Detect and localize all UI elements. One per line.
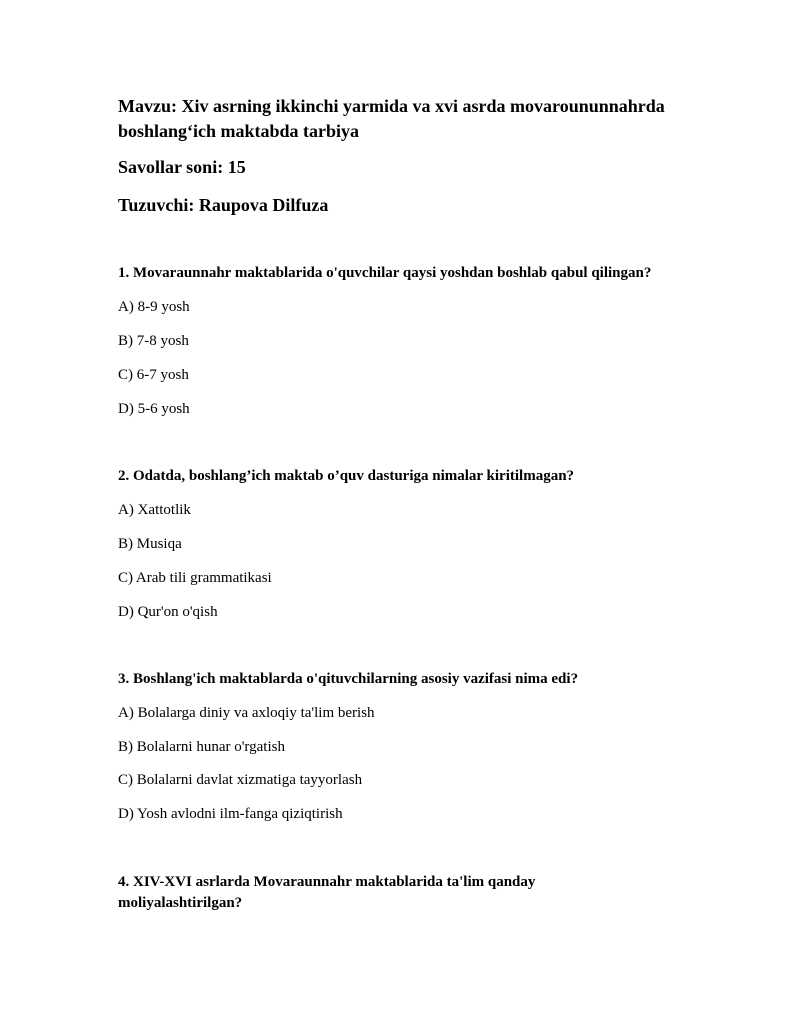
question-3-option-c: C) Bolalarni davlat xizmatiga tayyorlash [118, 772, 363, 788]
author-line: Tuzuvchi: Raupova Dilfuza [118, 195, 329, 215]
question-1-option-b: B) 7-8 yosh [118, 333, 189, 349]
question-3: 3. Boshlang'ich maktablarda o'qituvchilarning asosiy vazifasi nima edi? [118, 671, 579, 687]
question-4: 4. XIV-XVI asrlarda Movaraunnahr maktablarida ta'lim qanday moliyalashtirilgan? [118, 874, 536, 911]
question-1: 1. Movaraunnahr maktablarida o'quvchilar qaysi yoshdan boshlab qabul qilingan? [118, 265, 652, 281]
question-2: 2. Odatda, boshlang’ich maktab o’quv dasturiga nimalar kiritilmagan? [118, 468, 575, 484]
question-2-option-c: C) Arab tili grammatikasi [118, 570, 272, 586]
topic-title: Mavzu: Xiv asrning ikkinchi yarmida va xvi asrda movaroununnahrda boshlang‘ich maktabda tarbiya [118, 96, 665, 141]
question-1-option-d: D) 5-6 yosh [118, 401, 190, 417]
question-1-option-c: C) 6-7 yosh [118, 367, 189, 383]
question-2-option-a: A) Xattotlik [118, 502, 191, 518]
question-3-option-a: A) Bolalarga diniy va axloqiy ta'lim berish [118, 705, 375, 721]
question-count: Savollar soni: 15 [118, 157, 246, 177]
question-3-option-b: B) Bolalarni hunar o'rgatish [118, 739, 285, 755]
question-2-option-d: D) Qur'on o'qish [118, 604, 218, 620]
question-2-option-b: B) Musiqa [118, 536, 182, 552]
question-1-option-a: A) 8-9 yosh [118, 299, 190, 315]
question-3-option-d: D) Yosh avlodni ilm-fanga qiziqtirish [118, 806, 343, 822]
